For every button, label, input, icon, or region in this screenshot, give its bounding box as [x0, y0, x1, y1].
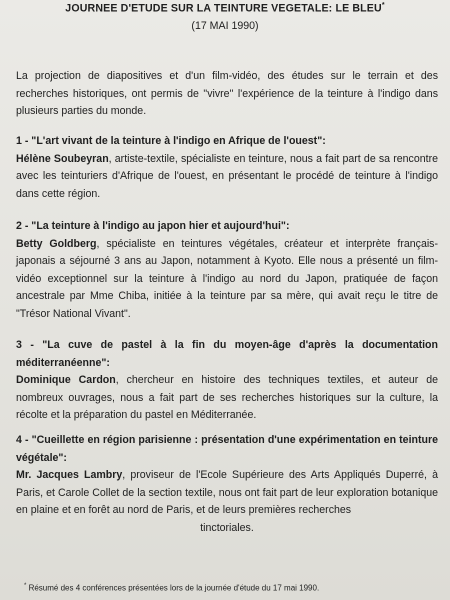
footnote-mark: *: [24, 583, 27, 589]
title-footnote-mark: *: [381, 2, 385, 9]
section-4: [16, 432, 438, 538]
section-4-text: , proviseur de l'Ecole Supérieure des Arts Appliqués Duperré, à Paris, et Carole Collet de la section textile, nous ont fait part de leur exploration botanique en plaine et en forêt au nord de Paris, et de leurs premières recherches: [16, 469, 438, 517]
section-4-body: [16, 467, 438, 537]
intro-paragraph: La projection de diapositives et d'un film-vidéo, des études sur le terrain et des recherches historiques, ont permis de "vivre" l'expérience de la teinture à l'indigo dans plusieurs parties du monde.: [16, 70, 438, 118]
footnote: [24, 583, 319, 593]
section-2-speaker: Betty Goldberg: [16, 237, 97, 250]
footnote-text: Résumé des 4 conférences présentées lors de la journée d'étude du 17 mai 1990.: [28, 583, 320, 593]
section-2-body: [16, 236, 438, 324]
section-3-speaker: Dominique Cardon: [16, 374, 116, 387]
section-4-heading: 4 - "Cueillette en région parisienne : présentation d'une expérimentation en teinture végétale":: [16, 434, 438, 464]
section-1-text: , artiste-textile, spécialiste en teinture, nous a fait part de sa rencontre avec les teinturiers d'Afrique de l'ouest, en présentant le procédé de teinture à l'indigo dans cette région.: [16, 152, 438, 200]
document-date: (17 MAI 1990): [191, 19, 259, 32]
section-1-speaker: Hélène Soubeyran: [16, 152, 109, 165]
section-4-speaker: Mr. Jacques Lambry: [16, 469, 123, 482]
section-3-text: , chercheur en histoire des techniques textiles, et auteur de nombreux ouvrages, nous a fait part de ses recherches historiques sur la culture, la récolte et la préparation du pastel en Méditerranée.: [16, 374, 438, 422]
section-3: [16, 337, 438, 425]
section-2: [16, 218, 438, 324]
section-4-tail: tinctoriales.: [200, 521, 254, 534]
section-3-body: [16, 372, 438, 425]
section-1-body: [16, 151, 438, 204]
section-2-heading: 2 - "La teinture à l'indigo au japon hier et aujourd'hui":: [16, 220, 290, 232]
document-header: [0, 2, 450, 32]
section-1-heading: 1 - "L'art vivant de la teinture à l'indigo en Afrique de l'ouest":: [16, 135, 326, 147]
section-2-text: , spécialiste en teintures végétales, créateur et interprète français-japonais a séjourné 3 ans au Japon, notamment à Kyoto. Elle nous a présenté un film-vidéo exceptionnel sur la teinture à l'indigo au nord du Japon, pratiquée de façon ancestrale par Mme Chiba, initiée à la teinture par sa mère, qui avait reçu le titre de "Trésor National Vivant".: [16, 237, 439, 320]
section-1: [16, 133, 438, 203]
document-title: JOURNEE D'ETUDE SUR LA TEINTURE VEGETALE: LE BLEU*: [65, 2, 385, 15]
section-3-heading: 3 - "La cuve de pastel à la fin du moyen-âge d'après la documentation méditerranéenne":: [16, 339, 438, 369]
